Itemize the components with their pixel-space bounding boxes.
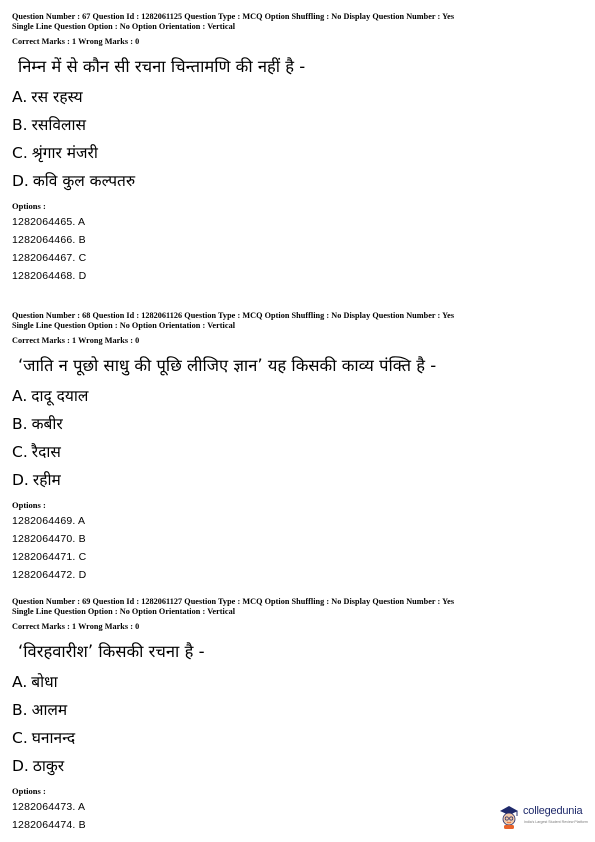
option-id: 1282064471. C (12, 550, 87, 563)
option-text: श्रृंगार मंजरी (31, 143, 98, 162)
answer-option-a (12, 382, 587, 410)
question-meta-line: Question Number : 69 Question Id : 1282061127 Question Type : MCQ Option Shuffling : No Display Question Number : Yes (12, 597, 455, 606)
question-text: ‘विरहवारीश’ किसकी रचना है - (18, 641, 205, 661)
question-block-68 (12, 311, 587, 584)
question-block-67 (12, 12, 587, 285)
marks-line: Correct Marks : 1 Wrong Marks : 0 (12, 36, 140, 46)
answer-option-b (12, 111, 587, 139)
logo-tagline: India's Largest Student Review Platform (524, 820, 588, 824)
question-meta-line: Single Line Question Option : No Option Orientation : Vertical (12, 607, 236, 617)
answer-options (12, 668, 587, 780)
option-text: रस रहस्य (31, 87, 83, 106)
option-text: बोधा (31, 672, 58, 691)
answer-option-c (12, 139, 587, 167)
option-text: रैदास (31, 442, 61, 461)
option-id: 1282064473. A (12, 800, 86, 813)
option-text: ठाकुर (32, 756, 65, 775)
question-meta-line: Question Number : 67 Question Id : 1282061125 Question Type : MCQ Option Shuffling : No Display Question Number : Yes (12, 12, 455, 21)
option-text: कवि कुल कल्पतरु (32, 171, 136, 190)
option-letter: D. (12, 756, 29, 775)
question-text: ‘जाति न पूछो साधु की पूछि लीजिए ज्ञान’ यह किसकी काव्य पंक्ति है - (18, 355, 437, 375)
option-letter: B. (12, 115, 28, 134)
answer-options (12, 382, 587, 494)
option-id: 1282064470. B (12, 532, 86, 545)
logo-wordmark: collegedunia (523, 805, 583, 817)
option-letter: A. (12, 87, 28, 106)
option-text: रसविलास (31, 115, 87, 134)
option-letter: B. (12, 414, 28, 433)
option-id: 1282064466. B (12, 233, 86, 246)
answer-option-d (12, 752, 587, 780)
option-id-list (12, 512, 587, 584)
option-id-list (12, 213, 587, 285)
question-meta-line: Question Number : 68 Question Id : 1282061126 Question Type : MCQ Option Shuffling : No Display Question Number : Yes (12, 311, 455, 320)
graduate-mascot-icon (497, 803, 521, 829)
option-letter: D. (12, 171, 29, 190)
option-text: दादू दयाल (31, 386, 89, 405)
options-label: Options : (12, 200, 46, 211)
question-meta-line: Single Line Question Option : No Option Orientation : Vertical (12, 321, 236, 331)
option-id: 1282064469. A (12, 514, 86, 527)
option-letter: C. (12, 143, 28, 162)
option-id: 1282064465. A (12, 215, 86, 228)
answer-option-d (12, 466, 587, 494)
options-label: Options : (12, 499, 46, 510)
question-text: निम्न में से कौन सी रचना चिन्तामणि की नहीं है - (18, 56, 306, 76)
answer-option-c (12, 438, 587, 466)
option-id: 1282064467. C (12, 251, 87, 264)
option-letter: C. (12, 442, 28, 461)
option-id: 1282064468. D (12, 269, 87, 282)
marks-line: Correct Marks : 1 Wrong Marks : 0 (12, 335, 140, 345)
option-text: कबीर (31, 414, 63, 433)
answer-option-b (12, 696, 587, 724)
answer-option-c (12, 724, 587, 752)
question-block-69 (12, 597, 587, 834)
answer-option-a (12, 668, 587, 696)
option-letter: D. (12, 470, 29, 489)
option-id: 1282064472. D (12, 568, 87, 581)
answer-option-a (12, 83, 587, 111)
option-letter: B. (12, 700, 28, 719)
option-letter: A. (12, 386, 28, 405)
option-text: घनानन्द (31, 728, 76, 747)
option-letter: C. (12, 728, 28, 747)
answer-option-d (12, 167, 587, 195)
option-text: रहीम (32, 470, 61, 489)
option-text: आलम (31, 700, 68, 719)
answer-options (12, 83, 587, 195)
question-meta-line: Single Line Question Option : No Option Orientation : Vertical (12, 22, 236, 32)
options-label: Options : (12, 785, 46, 796)
marks-line: Correct Marks : 1 Wrong Marks : 0 (12, 621, 140, 631)
collegedunia-logo[interactable] (497, 801, 593, 833)
option-id: 1282064474. B (12, 818, 86, 831)
answer-option-b (12, 410, 587, 438)
option-letter: A. (12, 672, 28, 691)
